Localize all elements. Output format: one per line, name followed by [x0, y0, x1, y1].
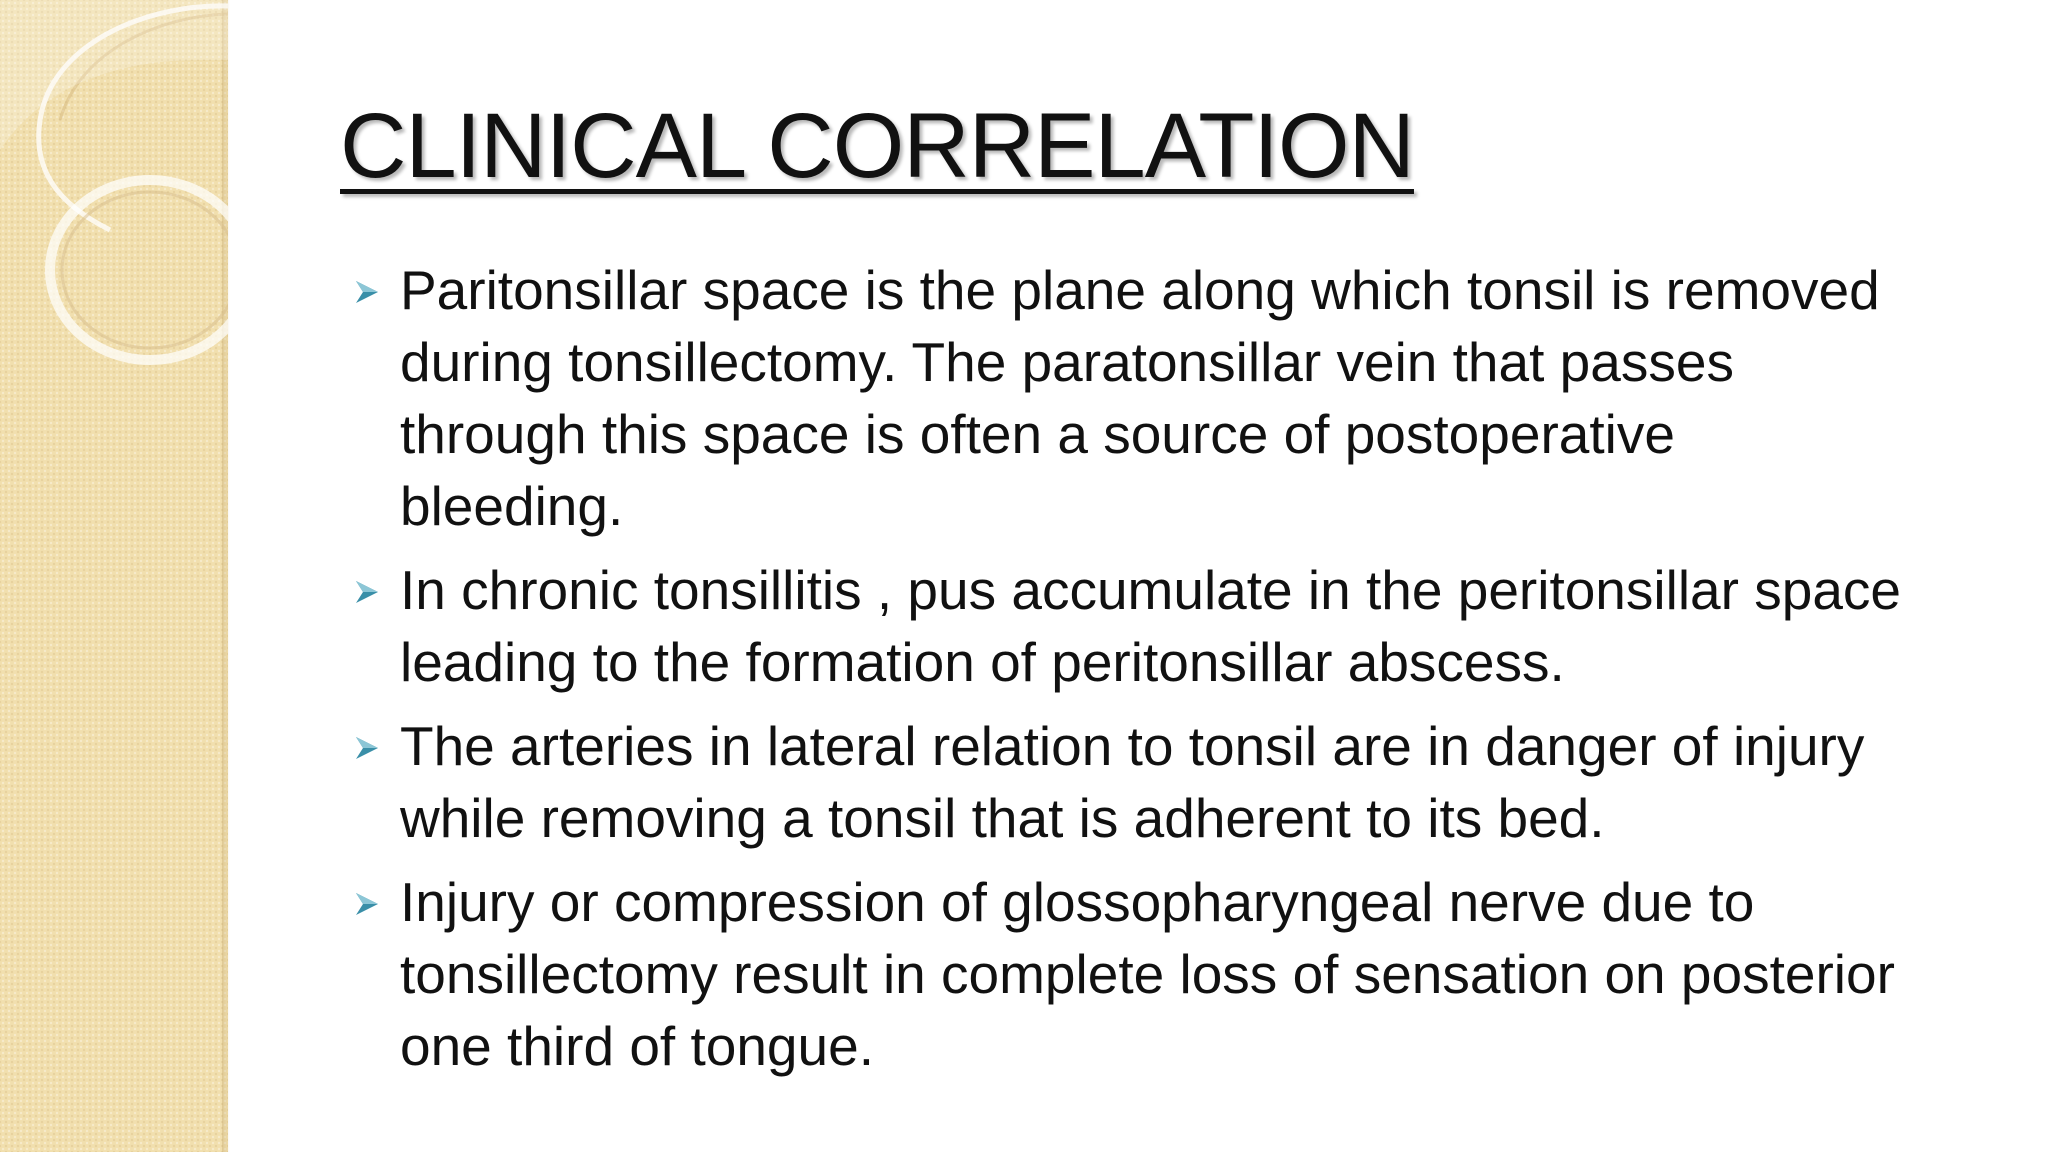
bullet-item	[352, 254, 1912, 542]
bullet-item	[352, 554, 1912, 698]
bullet-list	[352, 254, 1912, 1094]
bullet-text: Injury or compression of glossopharyngeal nerve due to tonsillectomy result in complete loss of sensation on posterior one third of tongue.	[400, 871, 1895, 1077]
decorative-swirl-icon	[0, 0, 228, 420]
bullet-text: In chronic tonsillitis , pus accumulate in the peritonsillar space leading to the formation of peritonsillar abscess.	[400, 559, 1902, 693]
arrowhead-bullet-icon	[352, 734, 380, 762]
bullet-item	[352, 866, 1912, 1082]
bullet-text: Paritonsillar space is the plane along which tonsil is removed during tonsillectomy. The paratonsillar vein that passes through this space is often a source of postoperative bleeding.	[400, 259, 1880, 537]
arrowhead-bullet-icon	[352, 578, 380, 606]
slide-title: CLINICAL CORRELATION	[340, 95, 1414, 197]
bullet-item	[352, 710, 1912, 854]
bullet-text: The arteries in lateral relation to tonsil are in danger of injury while removing a tonsil that is adherent to its bed.	[400, 715, 1865, 849]
arrowhead-bullet-icon	[352, 278, 380, 306]
arrowhead-bullet-icon	[352, 890, 380, 918]
